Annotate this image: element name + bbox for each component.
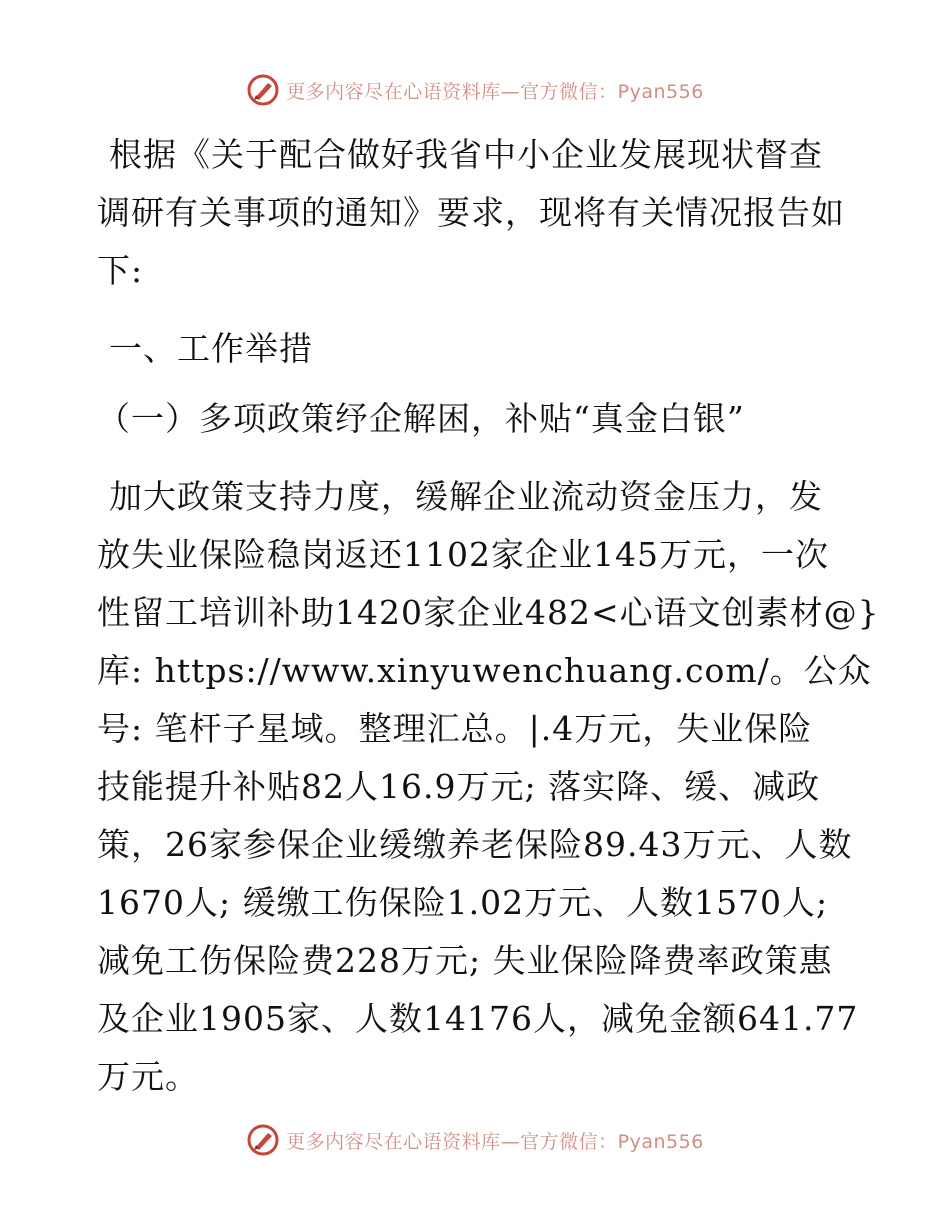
paragraph-line-2: 放失业保险稳岗返还1102家企业145万元，一次 bbox=[97, 535, 829, 574]
pen-logo-icon bbox=[246, 1123, 280, 1157]
intro-line-1: 根据《关于配合做好我省中小企业发展现状督查 bbox=[109, 135, 823, 174]
intro-line-3: 下: bbox=[97, 251, 144, 290]
paragraph-line-10: 及企业1905家、人数14176人，减免金额641.77 bbox=[97, 999, 859, 1038]
paragraph-line-6: 技能提升补贴82人16.9万元; 落实降、缓、减政 bbox=[97, 767, 821, 806]
paragraph-line-3: 性留工培训补助1420家企业482<心语文创素材@} bbox=[97, 593, 880, 632]
footer-banner-text: 更多内容尽在心语资料库—官方微信：Pyan556 bbox=[286, 1130, 704, 1153]
paragraph-line-5: 号: 笔杆子星域。整理汇总。|.4万元，失业保险 bbox=[97, 709, 813, 748]
section-heading: 一、工作举措 bbox=[109, 329, 313, 368]
paragraph-line-7: 策，26家参保企业缓缴养老保险89.43万元、人数 bbox=[97, 825, 853, 864]
document-body bbox=[97, 126, 880, 1106]
intro-line-2: 调研有关事项的通知》要求，现将有关情况报告如 bbox=[97, 193, 845, 232]
pen-logo-icon bbox=[246, 73, 280, 107]
paragraph-line-1: 加大政策支持力度，缓解企业流动资金压力，发 bbox=[109, 477, 823, 516]
header-banner bbox=[0, 70, 950, 110]
paragraph-line-4: 库: https://www.xinyuwenchuang.com/。公众 bbox=[97, 651, 872, 690]
header-banner-text: 更多内容尽在心语资料库—官方微信：Pyan556 bbox=[286, 80, 704, 103]
paragraph-line-9: 减免工伤保险费228万元; 失业保险降费率政策惠 bbox=[97, 941, 833, 980]
subsection-heading: （一）多项政策纾企解困，补贴“真金白银” bbox=[97, 399, 745, 438]
footer-banner bbox=[0, 1120, 950, 1160]
paragraph-line-8: 1670人; 缓缴工伤保险1.02万元、人数1570人; bbox=[97, 883, 829, 922]
paragraph-line-11: 万元。 bbox=[97, 1057, 199, 1096]
